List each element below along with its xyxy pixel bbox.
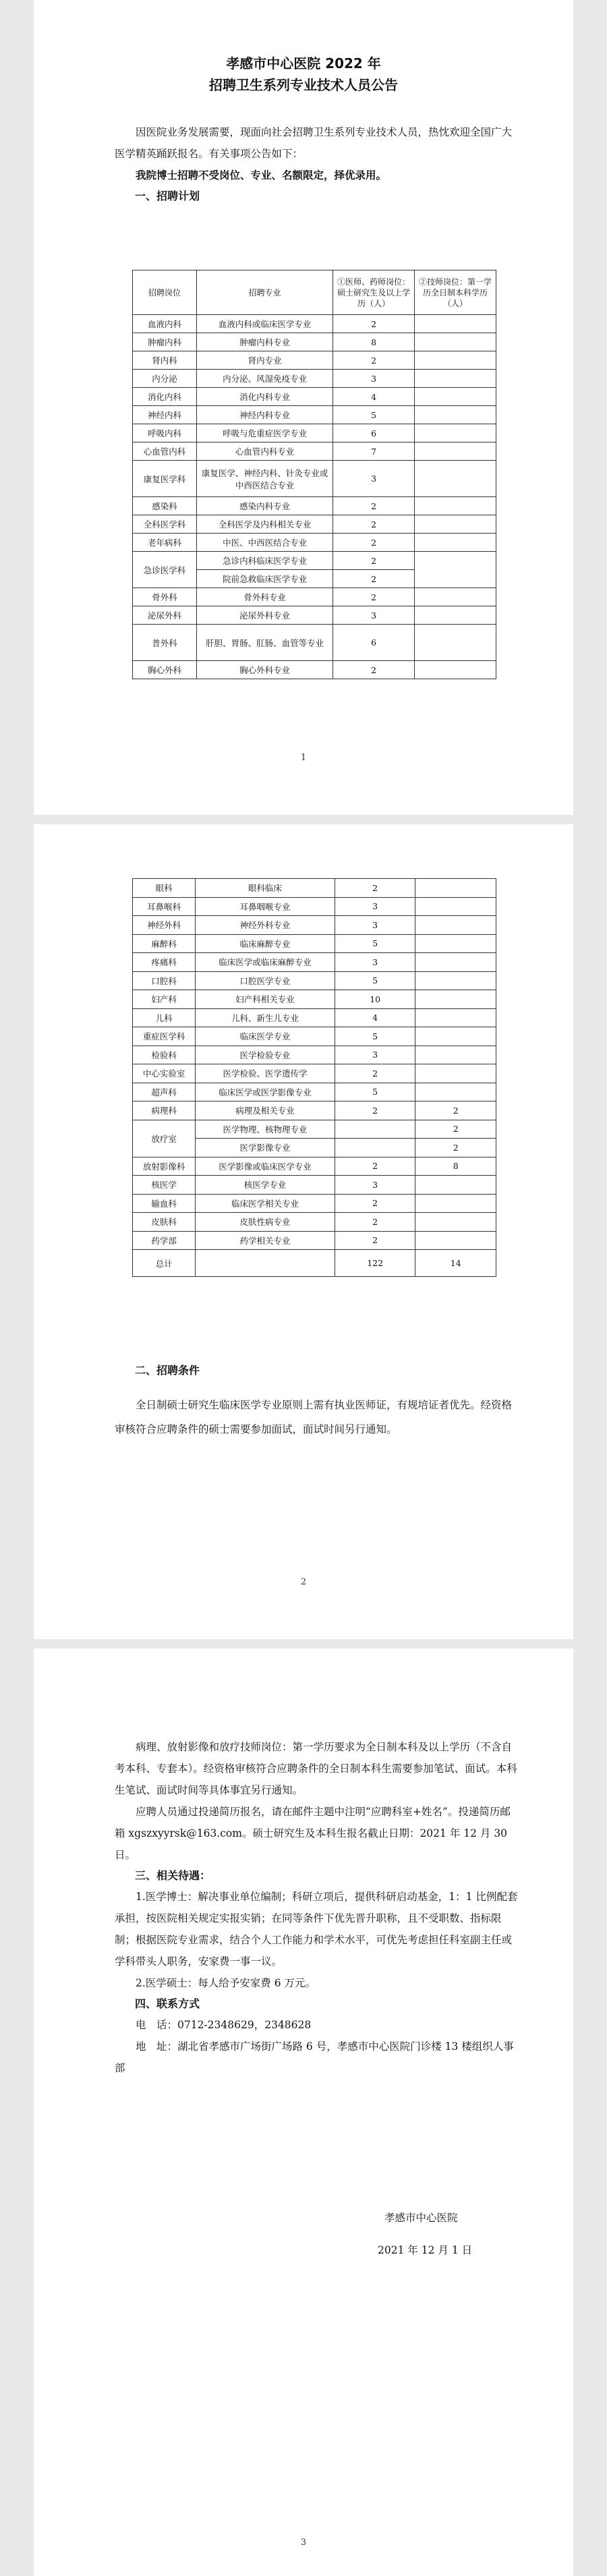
treatment-1: 1.医学博士：解决事业单位编制；科研立项后，提供科研启动基金，1：1 比例配套承担，按医院相关规定实报实销；在同等条件下优先晋升职称，且不受职数、指标限制；根据医院专业需求，结合个人工作能力和学术水平，可优先考虑担任科室副主任或学科带头人职务，安家费一事一议。 [115, 1891, 518, 1968]
signature-org: 孝感市中心医院 [384, 2212, 458, 2224]
cell-count-a: 2 [333, 497, 415, 515]
table-row [133, 370, 496, 388]
cell-post: 血液内科 [133, 315, 197, 333]
cell-major: 病理及相关专业 [196, 1101, 335, 1120]
table-row [133, 1027, 496, 1046]
cell-major: 药学相关专业 [196, 1231, 335, 1250]
cell-post: 急诊医学科 [133, 552, 197, 588]
cell-count-b [415, 461, 496, 497]
cell-post: 心血管内科 [133, 442, 197, 461]
page-3 [34, 1649, 573, 2576]
page-number-1: 1 [300, 753, 307, 763]
table-row [133, 916, 496, 935]
cell-major: 医学检验、医学遗传学 [196, 1064, 335, 1083]
cell-count-a: 5 [335, 1027, 415, 1046]
cell-count-a: 7 [333, 442, 415, 461]
table-row [133, 990, 496, 1009]
cell-count-a: 5 [335, 1083, 415, 1101]
page-2 [34, 824, 573, 1639]
cell-count-a: 2 [333, 534, 415, 552]
cell-major: 临床医学相关专业 [196, 1194, 335, 1213]
cell-post: 儿科 [133, 1008, 196, 1027]
page-number-2: 2 [300, 1577, 307, 1587]
header-col-b: ②技师岗位：第一学历全日制本科学历（人） [415, 270, 496, 315]
table-row [133, 315, 496, 333]
cell-count-a: 3 [333, 370, 415, 388]
table-row [133, 1101, 496, 1120]
cell-count-b [415, 625, 496, 661]
cell-count-b [415, 552, 496, 588]
table-row [133, 1213, 496, 1232]
contact-address: 地 址：湖北省孝感市广场街广场路 6 号，孝感市中心医院门诊楼 13 楼组织人事部 [115, 2040, 514, 2074]
cell-major: 神经外科专业 [196, 916, 335, 935]
cell-count-b [415, 1008, 496, 1027]
cell-post: 疼痛科 [133, 953, 196, 972]
cell-count-b: 8 [415, 1157, 496, 1176]
table-row [133, 1046, 496, 1064]
cell-count-a: 2 [333, 570, 415, 588]
cell-major: 感染内科专业 [197, 497, 333, 515]
cell-count-a: 2 [335, 1101, 415, 1120]
cell-major: 临床麻醉专业 [196, 934, 335, 953]
cell-major: 医学影像或临床医学专业 [196, 1157, 335, 1176]
cell-count-a: 2 [335, 879, 415, 898]
cell-count-b [415, 606, 496, 625]
cell-major: 临床医学或医学影像专业 [196, 1083, 335, 1101]
intro-bold: 我院博士招聘不受岗位、专业、名额限定，择优录用。 [136, 169, 387, 181]
table-row [133, 515, 496, 534]
condition-1: 全日制硕士研究生临床医学专业原则上需有执业医师证，有规培证者优先。经资格审核符合应聘条件的硕士需要参加面试，面试时间另行通知。 [115, 1399, 513, 1435]
table-row [133, 1176, 496, 1195]
table-row [133, 497, 496, 515]
cell-post: 放疗室 [133, 1120, 196, 1157]
table-row [133, 333, 496, 351]
cell-count-b [415, 515, 496, 534]
cell-count-b [415, 497, 496, 515]
cell-count-a: 5 [335, 934, 415, 953]
total-row [133, 1250, 496, 1277]
cell-count-b [415, 971, 496, 990]
cell-post: 骨外科 [133, 588, 197, 606]
cell-count-a [335, 1120, 415, 1139]
cell-count-b [415, 934, 496, 953]
cell-post: 放射影像科 [133, 1157, 196, 1176]
cell-post: 耳鼻喉科 [133, 897, 196, 916]
table-row [133, 971, 496, 990]
table-row [133, 1231, 496, 1250]
table-row [133, 388, 496, 406]
cell-count-b [415, 897, 496, 916]
cell-major: 口腔医学专业 [196, 971, 335, 990]
table-row [133, 953, 496, 972]
cell-major: 内分泌、风湿免疫专业 [197, 370, 333, 388]
cell-post: 普外科 [133, 625, 197, 661]
cell-count-b [415, 442, 496, 461]
table-row [133, 879, 496, 898]
cell-count-a: 6 [333, 625, 415, 661]
cell-count-a: 3 [335, 1046, 415, 1064]
cell-count-a: 3 [333, 606, 415, 625]
cell-post: 胸心外科 [133, 661, 197, 679]
cell-count-a: 3 [333, 461, 415, 497]
cell-count-a [335, 1139, 415, 1157]
header-major: 招聘专业 [197, 270, 333, 315]
cell-count-b [415, 953, 496, 972]
cell-post: 老年病科 [133, 534, 197, 552]
cell-major: 骨外科专业 [197, 588, 333, 606]
cell-count-b [415, 315, 496, 333]
cell-major: 核医学专业 [196, 1176, 335, 1195]
header-col-a: ①医师、药师岗位：硕士研究生及以上学历（人） [333, 270, 415, 315]
table-row [133, 461, 496, 497]
cell-count-a: 2 [333, 351, 415, 370]
plan-table-1 [132, 270, 496, 679]
cell-post: 超声科 [133, 1083, 196, 1101]
cell-count-a: 2 [333, 552, 415, 570]
table-row [133, 534, 496, 552]
cell-post: 康复医学科 [133, 461, 197, 497]
table-row [133, 934, 496, 953]
cell-count-b [415, 588, 496, 606]
cell-post: 重症医学科 [133, 1027, 196, 1046]
cell-post: 病理科 [133, 1101, 196, 1120]
cell-post: 感染科 [133, 497, 197, 515]
cell-count-b: 2 [415, 1120, 496, 1139]
cell-count-b: 2 [415, 1139, 496, 1157]
section-4-heading: 四、联系方式 [135, 1997, 200, 2010]
section-3-heading: 三、相关待遇： [135, 1869, 211, 1882]
cell-count-b [415, 388, 496, 406]
condition-3: 应聘人员通过投递简历报名，请在邮件主题中注明“应聘科室+姓名”。投递简历邮箱 xgszxyyrsk@163.com。硕士研究生及本科生报名截止日期：2021 年 12 月 30 日。 [115, 1806, 511, 1861]
cell-post: 口腔科 [133, 971, 196, 990]
cell-count-b [415, 406, 496, 424]
section-1-heading: 一、招聘计划 [135, 190, 200, 202]
cell-count-a: 3 [335, 953, 415, 972]
table-row [133, 588, 496, 606]
cell-major: 临床医学专业 [196, 1027, 335, 1046]
cell-count-b [415, 1064, 496, 1083]
cell-post: 中心实验室 [133, 1064, 196, 1083]
cell-count-b [415, 1213, 496, 1232]
plan-table-2 [132, 878, 496, 1277]
cell-major: 心血管内科专业 [197, 442, 333, 461]
condition-2: 病理、放射影像和放疗技师岗位：第一学历要求为全日制本科及以上学历（不含自考本科、专套本）。经资格审核符合应聘条件的全日制本科生需要参加笔试、面试。本科生笔试、面试时间等具体事宜另行通知。 [115, 1741, 517, 1796]
total-count-b: 14 [415, 1250, 496, 1277]
cell-major: 全科医学及内科相关专业 [197, 515, 333, 534]
cell-major: 临床医学或临床麻醉专业 [196, 953, 335, 972]
cell-count-b [415, 1194, 496, 1213]
cell-major: 胸心外科专业 [197, 661, 333, 679]
cell-count-a: 2 [335, 1213, 415, 1232]
title-line-2: 招聘卫生系列专业技术人员公告 [209, 77, 398, 93]
cell-post: 妇产科 [133, 990, 196, 1009]
cell-count-a: 2 [333, 515, 415, 534]
total-empty [196, 1250, 335, 1277]
cell-major: 医学检验专业 [196, 1046, 335, 1064]
cell-post: 核医学 [133, 1176, 196, 1195]
cell-count-a: 8 [333, 333, 415, 351]
cell-count-b [415, 424, 496, 442]
contact-phone: 电 话：0712-2348629，2348628 [136, 2019, 312, 2031]
table-row [133, 1120, 496, 1139]
cell-post: 检验科 [133, 1046, 196, 1064]
cell-major: 眼科临床 [196, 879, 335, 898]
cell-post: 肿瘤内科 [133, 333, 197, 351]
cell-major: 泌尿外科专业 [197, 606, 333, 625]
table-row [133, 625, 496, 661]
cell-count-b [415, 661, 496, 679]
cell-major: 耳鼻咽喉专业 [196, 897, 335, 916]
cell-major: 院前急救临床医学专业 [197, 570, 333, 588]
cell-post: 呼吸内科 [133, 424, 197, 442]
table-row [133, 424, 496, 442]
table-row [133, 1194, 496, 1213]
cell-count-b: 2 [415, 1101, 496, 1120]
cell-post: 神经内科 [133, 406, 197, 424]
table-row [133, 1008, 496, 1027]
cell-post: 皮肤科 [133, 1213, 196, 1232]
cell-major: 神经内科专业 [197, 406, 333, 424]
cell-count-b [415, 1083, 496, 1101]
cell-major: 妇产科相关专业 [196, 990, 335, 1009]
cell-count-b [415, 370, 496, 388]
section-2-heading: 二、招聘条件 [135, 1364, 200, 1377]
cell-count-a: 4 [335, 1008, 415, 1027]
table-row [133, 406, 496, 424]
signature-date: 2021 年 12 月 1 日 [378, 2244, 473, 2256]
cell-count-b [415, 879, 496, 898]
cell-post: 药学部 [133, 1231, 196, 1250]
cell-count-b [415, 990, 496, 1009]
cell-major: 医学物理、核物理专业 [196, 1120, 335, 1139]
cell-major: 医学影像专业 [196, 1139, 335, 1157]
cell-count-b [415, 351, 496, 370]
cell-major: 皮肤性病专业 [196, 1213, 335, 1232]
cell-count-a: 6 [333, 424, 415, 442]
cell-major: 儿科、新生儿专业 [196, 1008, 335, 1027]
table-row [133, 1157, 496, 1176]
table-row [133, 442, 496, 461]
cell-count-b [415, 1231, 496, 1250]
cell-major: 血液内科或临床医学专业 [197, 315, 333, 333]
cell-count-b [415, 534, 496, 552]
cell-count-b [415, 1176, 496, 1195]
table-row [133, 1083, 496, 1101]
cell-count-b [415, 333, 496, 351]
table-row [133, 552, 496, 570]
cell-post: 神经外科 [133, 916, 196, 935]
cell-count-a: 2 [335, 1064, 415, 1083]
cell-count-b [415, 1046, 496, 1064]
cell-count-b [415, 1027, 496, 1046]
header-post: 招聘岗位 [133, 270, 197, 315]
cell-post: 眼科 [133, 879, 196, 898]
cell-post: 消化内科 [133, 388, 197, 406]
cell-count-b [415, 916, 496, 935]
cell-count-a: 4 [333, 388, 415, 406]
cell-major: 消化内科专业 [197, 388, 333, 406]
cell-major: 呼吸与危重症医学专业 [197, 424, 333, 442]
cell-count-a: 3 [335, 897, 415, 916]
cell-count-a: 2 [335, 1157, 415, 1176]
cell-count-a: 10 [335, 990, 415, 1009]
cell-count-a: 2 [333, 661, 415, 679]
cell-count-a: 3 [335, 1176, 415, 1195]
cell-major: 中医、中西医结合专业 [197, 534, 333, 552]
page-1 [34, 0, 573, 815]
treatment-2: 2.医学硕士：每人给予安家费 6 万元。 [136, 1977, 316, 1989]
intro-paragraph: 因医院业务发展需要，现面向社会招聘卫生系列专业技术人员，热忱欢迎全国广大医学精英踊跃报名。有关事项公告如下： [115, 126, 513, 160]
table-row [133, 606, 496, 625]
cell-major: 肾内专业 [197, 351, 333, 370]
cell-count-a: 3 [335, 916, 415, 935]
cell-post: 输血科 [133, 1194, 196, 1213]
table-row [133, 1064, 496, 1083]
table-row [133, 351, 496, 370]
cell-count-a: 5 [333, 406, 415, 424]
cell-count-a: 5 [335, 971, 415, 990]
cell-count-a: 2 [333, 588, 415, 606]
total-label: 总计 [133, 1250, 196, 1277]
table-row [133, 897, 496, 916]
cell-major: 肿瘤内科专业 [197, 333, 333, 351]
title-line-1: 孝感市中心医院 2022 年 [226, 55, 381, 71]
cell-count-a: 2 [335, 1231, 415, 1250]
cell-post: 肾内科 [133, 351, 197, 370]
cell-major: 康复医学、神经内科、针灸专业或中西医结合专业 [197, 461, 333, 497]
cell-major: 肝胆、胃肠、肛肠、血管等专业 [197, 625, 333, 661]
cell-major: 急诊内科临床医学专业 [197, 552, 333, 570]
cell-count-a: 2 [335, 1194, 415, 1213]
table-row [133, 661, 496, 679]
cell-count-a: 2 [333, 315, 415, 333]
cell-post: 全科医学科 [133, 515, 197, 534]
cell-post: 内分泌 [133, 370, 197, 388]
cell-post: 泌尿外科 [133, 606, 197, 625]
cell-post: 麻醉科 [133, 934, 196, 953]
page-number-3: 3 [300, 2538, 307, 2548]
total-count-a: 122 [335, 1250, 415, 1277]
